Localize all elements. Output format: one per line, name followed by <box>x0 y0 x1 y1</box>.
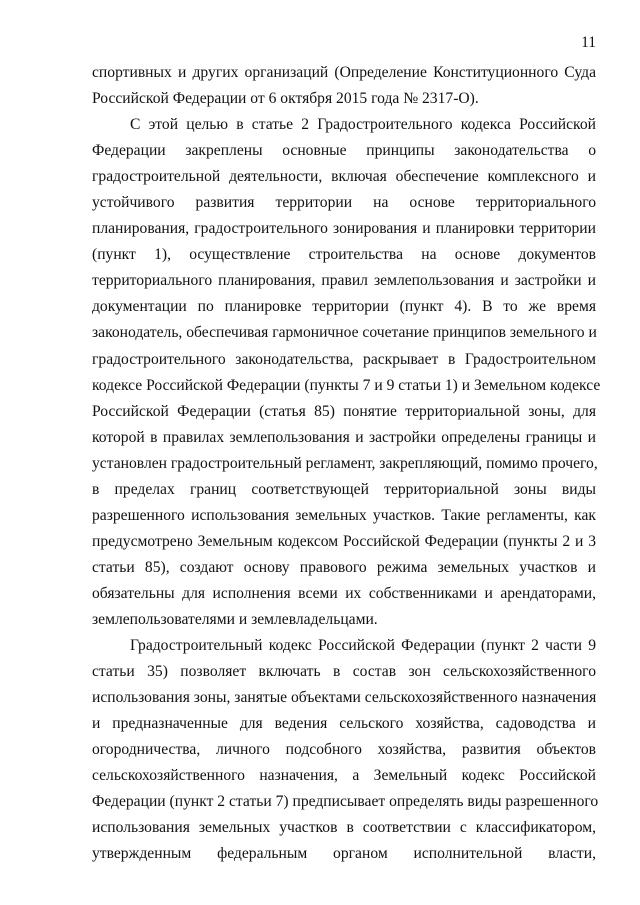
text-line: документации по планировке территории (пункт 4). В то же время <box>92 298 596 316</box>
paragraph <box>92 60 596 112</box>
paragraph <box>92 633 599 867</box>
text-line: градостроительной деятельности, включая обеспечение комплексного и <box>92 168 596 186</box>
text-line: которой в правилах землепользования и застройки определены границы и <box>92 428 596 446</box>
text-line: использования зоны, занятые объектами сельскохозяйственного назначения <box>92 689 597 707</box>
text-line: обязательны для исполнения всеми их собственниками и арендаторами, <box>92 584 596 602</box>
document-body <box>92 60 601 867</box>
text-line: разрешенного использования земельных участков. Такие регламенты, как <box>92 506 596 524</box>
text-line: огородничества, личного подсобного хозяйства, развития объектов <box>92 741 596 759</box>
text-line: использования земельных участков в соответствии с классификатором, <box>92 819 596 837</box>
text-line: и предназначенные для ведения сельского хозяйства, садоводства и <box>92 715 596 733</box>
text-line: землепользователями и землевладельцами. <box>92 610 378 628</box>
text-line: С этой целью в статье 2 Градостроительного кодекса Российской <box>130 116 596 134</box>
text-line: утвержденным федеральным органом исполнительной власти, <box>92 845 596 863</box>
text-line: законодатель, обеспечивая гармоничное сочетание принципов земельного и <box>92 324 597 342</box>
text-line: установлен градостроительный регламент, закрепляющий, помимо прочего, <box>92 454 598 472</box>
text-line: планирования, градостроительного зонирования и планировки территории <box>92 220 596 238</box>
text-line: территориального планирования, правил землепользования и застройки и <box>92 272 596 290</box>
text-line: статьи 85), создают основу правового режима земельных участков и <box>92 558 596 576</box>
text-line: спортивных и других организаций (Определение Конституционного Суда <box>92 64 596 81</box>
text-line: Федерации закреплены основные принципы законодательства о <box>92 142 596 160</box>
text-line: Градостроительный кодекс Российской Федерации (пункт 2 части 9 <box>130 637 596 655</box>
text-line: (пункт 1), осуществление строительства на основе документов <box>92 246 596 264</box>
paragraph <box>92 112 601 633</box>
text-line: Российской Федерации от 6 октября 2015 года № 2317-О). <box>92 90 479 108</box>
text-line: в пределах границ соответствующей территориальной зоны виды <box>92 480 596 498</box>
text-line: Федерации (пункт 2 статьи 7) предписывает определять виды разрешенного <box>92 793 599 811</box>
text-line: устойчивого развития территории на основе территориального <box>92 194 596 212</box>
text-line: статьи 35) позволяет включать в состав зон сельскохозяйственного <box>92 663 596 681</box>
text-line: кодексе Российской Федерации (пункты 7 и 9 статьи 1) и Земельном кодексе <box>92 376 601 394</box>
page-number: 11 <box>581 34 596 51</box>
text-line: градостроительного законодательства, раскрывает в Градостроительном <box>92 350 596 368</box>
text-line: предусмотрено Земельным кодексом Российской Федерации (пункты 2 и 3 <box>92 532 596 550</box>
text-line: сельскохозяйственного назначения, а Земельный кодекс Российской <box>92 767 596 785</box>
text-line: Российской Федерации (статья 85) понятие территориальной зоны, для <box>92 402 596 420</box>
